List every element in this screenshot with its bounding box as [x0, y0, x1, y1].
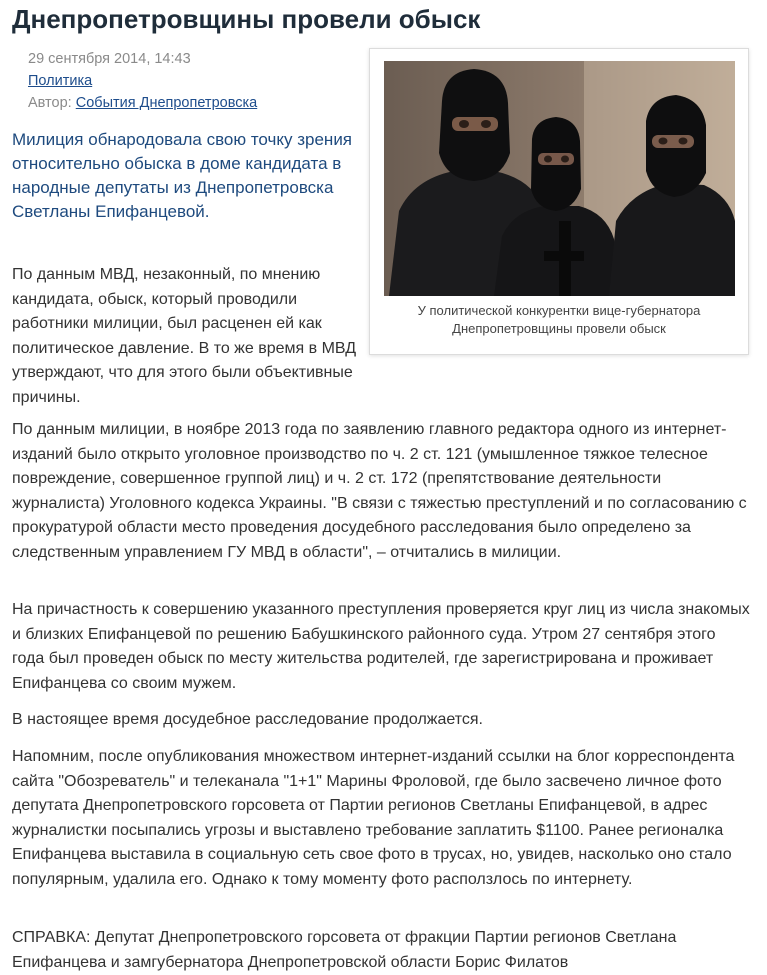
category-link[interactable]: Политика [28, 73, 93, 89]
article-lead: Милиция обнародовала свою точку зрения относительно обыска в доме кандидата в народные депутаты из Днепропетровска Светланы Епифанцевой. [12, 130, 353, 221]
paragraph-5: Напомним, после опубликования множеством интернет-изданий ссылки на блог корреспондента сайта "Обозреватель" и телеканала "1+1" Марины Фроловой, где было засвечено личное фото депутата Днепропетровского горсовета от Партии регионов Светланы Епифанцевой, в адрес журналистки посыпались угрозы и выставлено требование заплатить $1100. Ранее регионалка Епифанцева выставила в социальную сеть свое фото в трусах, но, увидев, насколько оно стало популярным, удалила его. Однако к тому моменту фото расползлось по интернету. [12, 748, 735, 888]
paragraph-3: На причастность к совершению указанного преступления проверяется круг лиц из числа знакомых и близких Епифанцевой по решению Бабушкинского районного суда. Утром 27 сентября этого года был проведен обыск по месту жительства родителей, где зарегистрирована и проживает Епифанцева со своим мужем. [12, 601, 750, 692]
article-figure [369, 48, 749, 355]
figure-caption: У политической конкурентки вице-губернатора Днепропетровщины провели обыск [417, 303, 701, 336]
article-meta [28, 48, 257, 114]
paragraph-1: По данным МВД, незаконный, по мнению кандидата, обыск, который проводили работники милиции, был расценен ей как политическое давление. В то же время в МВД утверждают, что для этого были объективные причины. [12, 266, 357, 406]
article-photo[interactable] [384, 61, 735, 296]
paragraph-6: СПРАВКА: Депутат Днепропетровского горсовета от фракции Партии регионов Светлана Епифанцева и замгубернатора Днепропетровской области Борис Филатов [12, 929, 677, 971]
paragraph-2: По данным милиции, в ноябре 2013 года по заявлению главного редактора одного из интернет-изданий было открыто уголовное производство по ч. 2 ст. 121 (умышленное тяжкое телесное повреждение, совершенное группой лиц) и ч. 2 ст. 172 (препятствование деятельности журналиста) Уголовного кодекса Украины. "В связи с тяжестью преступлений и по согласованию с прокуратурой области место проведения досудебного расследования было определено за следственным управлением ГУ МВД в области", – отчитались в милиции. [12, 421, 747, 561]
author-label: Автор: [28, 95, 72, 111]
paragraph-4: В настоящее время досудебное расследование продолжается. [12, 711, 483, 728]
article-headline: Днепропетровщины провели обыск [12, 4, 481, 34]
author-line [28, 92, 257, 114]
author-link[interactable]: События Днепропетровска [75, 95, 258, 111]
publish-date: 29 сентября 2014, 14:43 [28, 51, 191, 67]
